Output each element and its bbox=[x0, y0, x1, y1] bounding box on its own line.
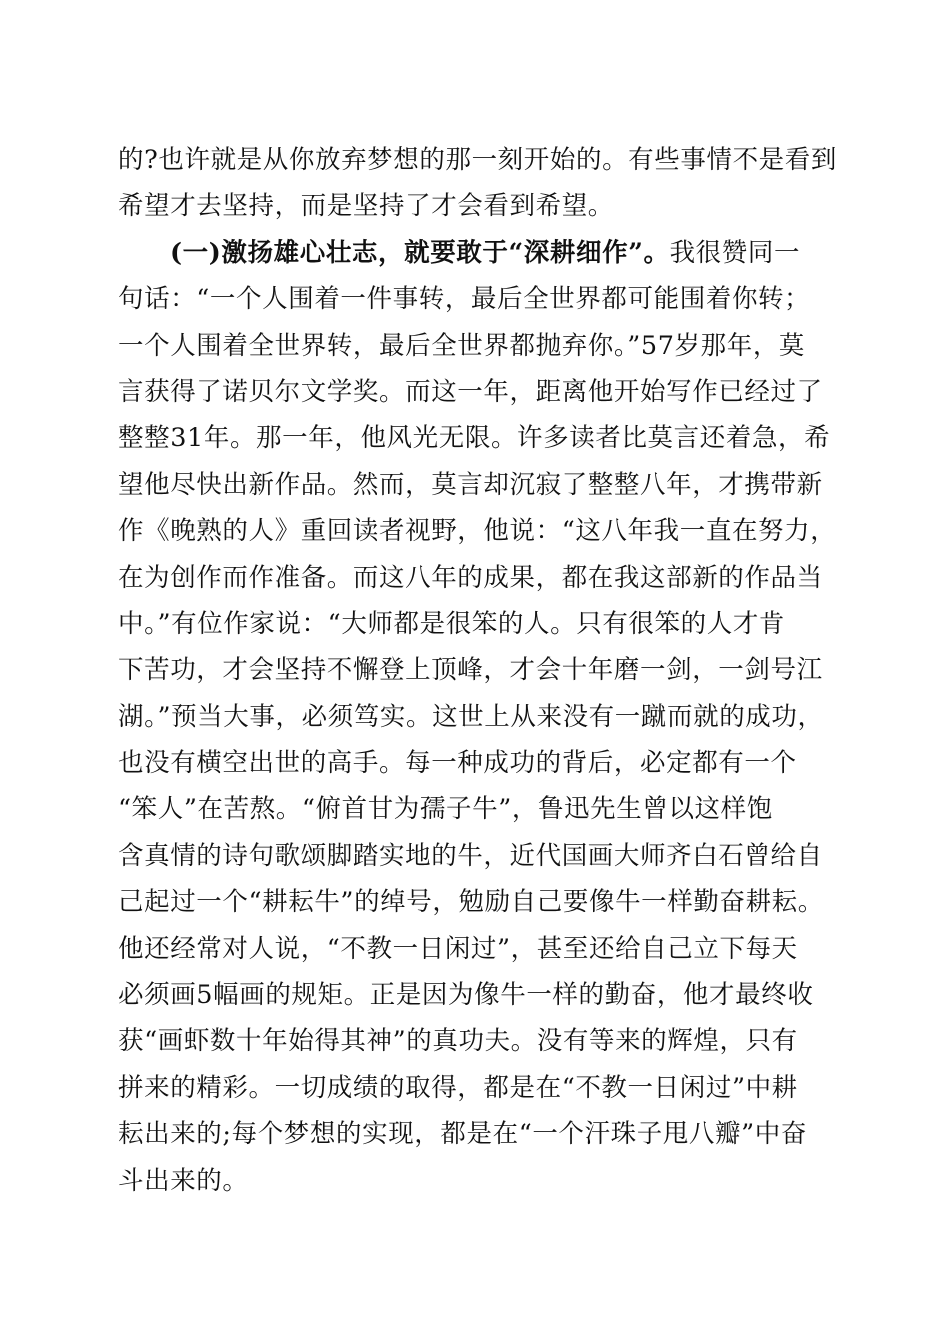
text-line: 望他尽快出新作品。然而，莫言却沉寂了整整八年，才携带新 bbox=[118, 469, 823, 500]
text-line: “笨人”在苦熬。“俯首甘为孺子牛”，鲁迅先生曾以这样饱 bbox=[118, 794, 773, 825]
text-line: 整整31年。那一年，他风光无限。许多读者比莫言还着急，希 bbox=[118, 423, 831, 454]
text-line: 的?也许就是从你放弃梦想的那一刻开始的。有些事情不是看到 bbox=[118, 145, 837, 175]
text-line: 己起过一个“耕耘牛”的绰号，勉励自己要像牛一样勤奋耕耘。 bbox=[118, 887, 824, 918]
paragraph-start-line bbox=[118, 230, 833, 276]
text-line: 斗出来的。 bbox=[118, 1165, 249, 1196]
text-line: 获“画虾数十年始得其神”的真功夫。没有等来的辉煌，只有 bbox=[118, 1026, 798, 1057]
text-line: 句话：“一个人围着一件事转，最后全世界都可能围着你转； bbox=[118, 284, 811, 315]
text-line: 也没有横空出世的高手。每一种成功的背后，必定都有一个 bbox=[118, 748, 797, 779]
text-line: 一个人围着全世界转，最后全世界都抛弃你。”57岁那年，莫 bbox=[118, 330, 806, 361]
text-line: 含真情的诗句歌颂脚踏实地的牛，近代国画大师齐白石曾给自 bbox=[118, 840, 823, 871]
text-line-tail: 我很赞同一 bbox=[669, 237, 801, 268]
text-line: 拼来的精彩。一切成绩的取得，都是在“不教一日闲过”中耕 bbox=[118, 1072, 798, 1103]
section-heading: (一)激扬雄心壮志，就要敢于“深耕细作”。 bbox=[170, 237, 670, 268]
text-line: 耘出来的;每个梦想的实现，都是在“一个汗珠子甩八瓣”中奋 bbox=[118, 1119, 807, 1150]
text-line: 言获得了诺贝尔文学奖。而这一年，距离他开始写作已经过了 bbox=[118, 376, 823, 407]
text-line: 必须画5幅画的规矩。正是因为像牛一样的勤奋，他才最终收 bbox=[118, 980, 814, 1011]
body-text bbox=[118, 137, 837, 1204]
text-line: 作《晚熟的人》重回读者视野，他说：“这八年我一直在努力， bbox=[118, 516, 837, 547]
text-line: 下苦功，才会坚持不懈登上顶峰，才会十年磨一剑，一剑号江 bbox=[118, 655, 823, 686]
text-line: 中。”有位作家说：“大师都是很笨的人。只有很笨的人才肯 bbox=[118, 608, 786, 639]
text-line: 他还经常对人说，“不教一日闲过”，甚至还给自己立下每天 bbox=[118, 933, 798, 964]
text-line: 湖。”预当大事，必须笃实。这世上从来没有一蹴而就的成功， bbox=[118, 701, 824, 732]
text-line: 在为创作而作准备。而这八年的成果，都在我这部新的作品当 bbox=[118, 562, 823, 593]
text-line: 希望才去坚持，而是坚持了才会看到希望。 bbox=[118, 191, 614, 222]
